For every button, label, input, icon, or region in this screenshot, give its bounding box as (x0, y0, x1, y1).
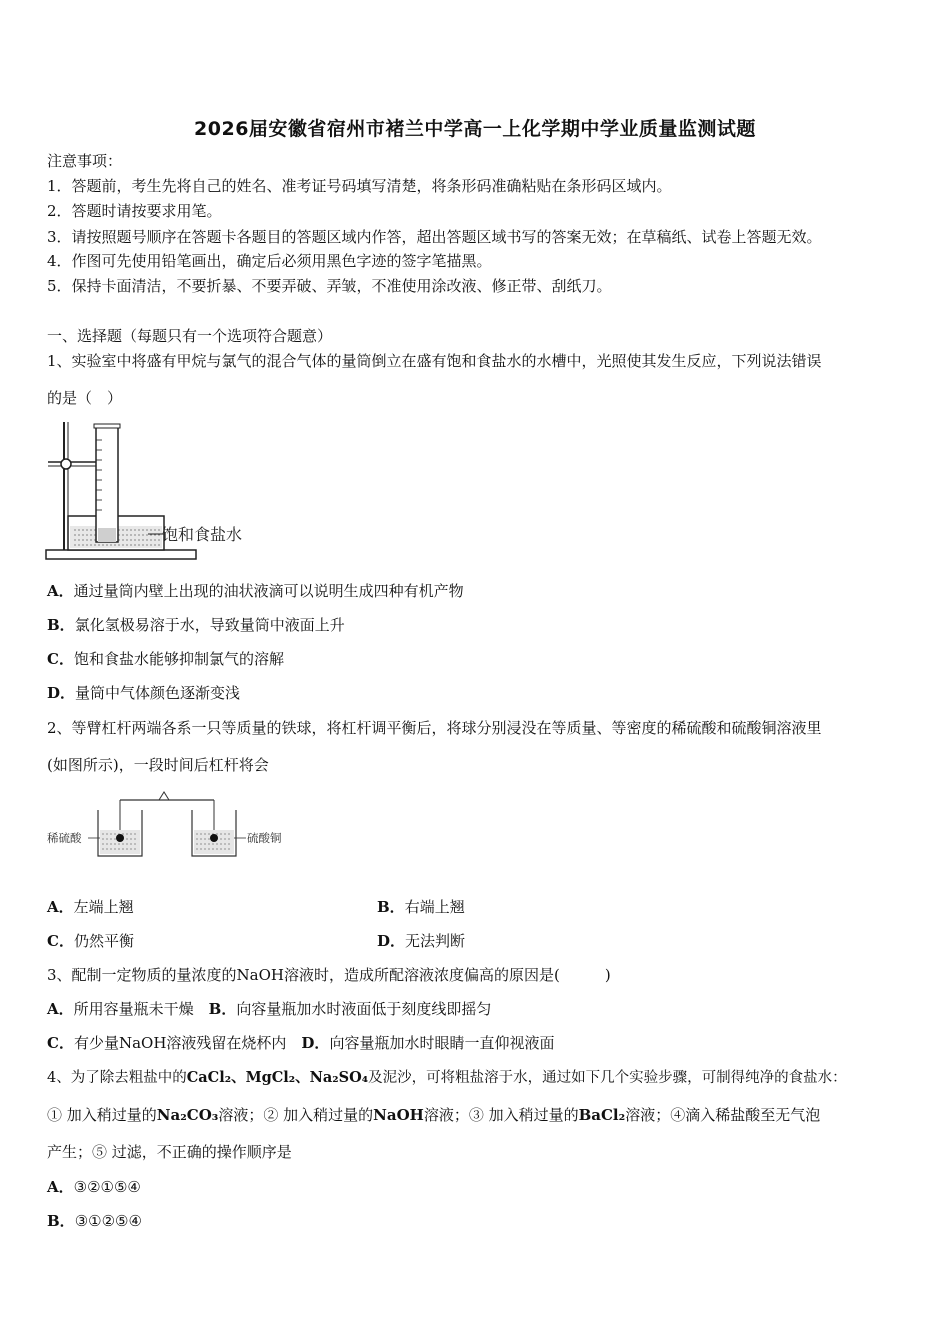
option-label: A． (47, 1178, 74, 1196)
option-text: 左端上翘 (73, 898, 134, 916)
q3-option-a[interactable] (47, 1000, 194, 1018)
q1-option-d[interactable] (47, 683, 240, 703)
q4-stem-text: 及泥沙，可将粗盐溶于水，通过如下几个实验步骤，可制得纯净的食盐水： (368, 1070, 847, 1086)
q2-stem-cont: (如图所示)，一段时间后杠杆将会 (47, 756, 269, 774)
option-text: 向容量瓶加水时液面低于刻度线即摇匀 (236, 1000, 492, 1018)
q4-stem (47, 1068, 847, 1088)
q2-option-c[interactable] (47, 931, 134, 951)
q1-option-a[interactable] (47, 581, 464, 601)
option-label: B． (47, 616, 75, 634)
q2-option-b[interactable] (377, 897, 465, 917)
q1-stem: 1、实验室中将盛有甲烷与氯气的混合气体的量筒倒立在盛有饱和食盐水的水槽中，光照使其发生反应，下列说法错误 (47, 352, 822, 370)
option-text: 饱和食盐水能够抑制氯气的溶解 (73, 650, 284, 668)
notice-item: 4．作图可先使用铅笔画出，确定后必须用黑色字迹的签字笔描黑。 (47, 252, 492, 270)
q4-step-text: ① 加入稍过量的 (47, 1106, 157, 1124)
q3-option-c[interactable] (47, 1034, 286, 1052)
q4-option-b[interactable] (47, 1211, 142, 1231)
option-text: ③①②⑤④ (74, 1212, 142, 1230)
q4-step-text: 溶液；② 加入稍过量的 (218, 1106, 374, 1124)
q4-formula: BaCl₂ (578, 1106, 626, 1124)
q2-stem: 2、等臂杠杆两端各系一只等质量的铁球，将杠杆调平衡后，将球分别浸没在等质量、等密度的稀硫酸和硫酸铜溶液里 (47, 719, 822, 737)
option-text: 量筒中气体颜色逐渐变浅 (75, 684, 241, 702)
option-text: 所用容量瓶未干燥 (73, 1000, 194, 1018)
q4-step-text: 溶液；④滴入稀盐酸至无气泡 (625, 1106, 821, 1124)
section-heading: 一、选择题（每题只有一个选项符合题意） (47, 327, 333, 345)
q1-apparatus-figure (44, 416, 274, 564)
notice-item: 3．请按照题号顺序在答题卡各题目的答题区域内作答，超出答题区域书写的答案无效；在草稿纸、试卷上答题无效。 (47, 228, 822, 246)
option-text: ③②①⑤④ (73, 1178, 141, 1196)
q2-figure-right-label: 硫酸铜 (247, 831, 282, 845)
option-text: 仍然平衡 (73, 932, 134, 950)
q2-figure-left-label: 稀硫酸 (47, 831, 82, 845)
q4-formula: NaOH (373, 1106, 424, 1124)
notice-item: 2．答题时请按要求用笔。 (47, 202, 222, 220)
option-label: B． (47, 1212, 75, 1230)
q1-figure-label: 饱和食盐水 (162, 525, 243, 544)
option-label: C． (47, 932, 74, 950)
q1-stem-cont: 的是（ ） (47, 389, 123, 407)
q4-stem-formula: CaCl₂、MgCl₂、Na₂SO₄ (186, 1069, 369, 1086)
option-label: C． (47, 1034, 74, 1052)
q3-options-row2 (47, 1033, 554, 1053)
option-label: B． (377, 898, 405, 916)
option-label: A． (47, 898, 74, 916)
q2-option-d[interactable] (377, 931, 465, 951)
option-text: 通过量筒内壁上出现的油状液滴可以说明生成四种有机产物 (73, 582, 464, 600)
option-text: 向容量瓶加水时眼睛一直仰视液面 (329, 1034, 555, 1052)
option-text: 右端上翘 (404, 898, 465, 916)
notice-heading: 注意事项： (47, 152, 123, 170)
page-title: 2026届安徽省宿州市褚兰中学高一上化学期中学业质量监测试题 (194, 118, 756, 140)
option-label: B． (208, 1000, 237, 1018)
option-label: A． (47, 1000, 74, 1018)
q4-formula: Na₂CO₃ (156, 1106, 219, 1124)
q4-steps (47, 1105, 820, 1125)
q3-option-d[interactable] (301, 1034, 554, 1052)
option-label: A． (47, 582, 74, 600)
q4-step-text: 溶液；③ 加入稍过量的 (423, 1106, 579, 1124)
q4-stem-cont: 产生；⑤ 过滤，不正确的操作顺序是 (47, 1143, 292, 1161)
option-label: D． (377, 932, 406, 950)
notice-item: 1．答题前，考生先将自己的姓名、准考证号码填写清楚，将条形码准确粘贴在条形码区域内。 (47, 177, 672, 195)
option-text: 氯化氢极易溶于水，导致量筒中液面上升 (74, 616, 345, 634)
option-label: D． (301, 1034, 330, 1052)
notice-item: 5．保持卡面清洁，不要折暴、不要弄破、弄皱，不准使用涂改液、修正带、刮纸刀。 (47, 277, 612, 295)
q3-stem: 3、配制一定物质的量浓度的NaOH溶液时，造成所配溶液浓度偏高的原因是( ) (47, 966, 611, 984)
q4-stem-text: 4、为了除去粗盐中的 (47, 1070, 187, 1086)
q1-option-c[interactable] (47, 649, 284, 669)
option-text: 无法判断 (405, 932, 466, 950)
q2-lever-figure (44, 786, 294, 862)
option-text: 有少量NaOH溶液残留在烧杯内 (73, 1034, 287, 1052)
q3-option-b[interactable] (209, 1000, 492, 1018)
option-label: D． (47, 684, 76, 702)
option-label: C． (47, 650, 74, 668)
q1-option-b[interactable] (47, 615, 345, 635)
q4-option-a[interactable] (47, 1177, 141, 1197)
q2-option-a[interactable] (47, 897, 134, 917)
q3-options-row1 (47, 999, 491, 1019)
